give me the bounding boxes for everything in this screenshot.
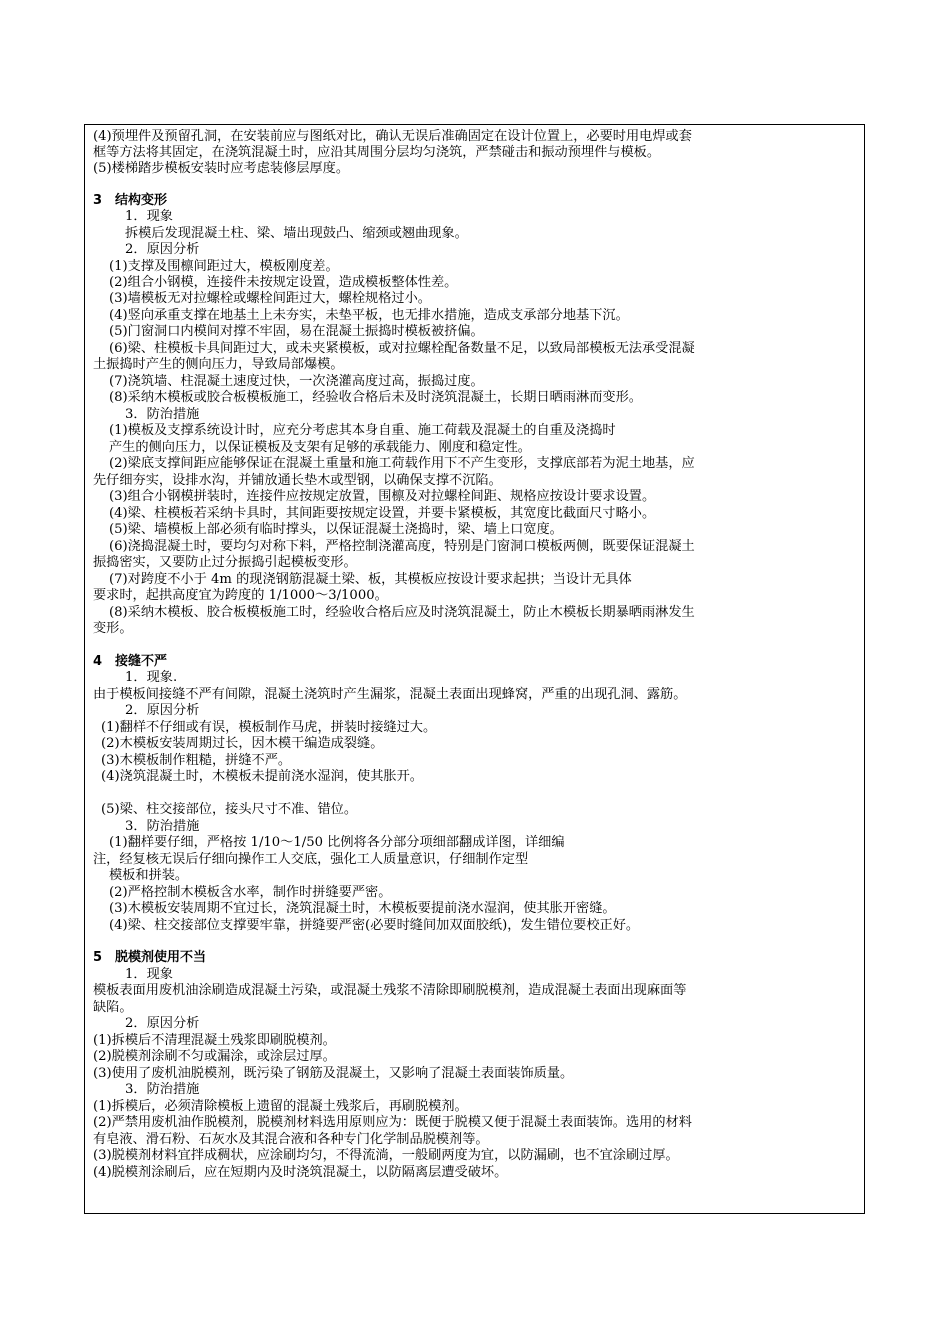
text-line: (1)拆模后不清理混凝土残浆即刷脱模剂。 bbox=[93, 1033, 336, 1048]
text-line: (1)翻样不仔细或有误，模板制作马虎，拼装时接缝过大。 bbox=[101, 720, 437, 735]
text-line: (2)严禁用废机油作脱模剂，脱模剂材料选用原则应为：既便于脱模又便于混凝土表面装饰。选用的材料 bbox=[93, 1115, 692, 1130]
text-line: (2)严格控制木模板含水率，制作时拼缝要严密。 bbox=[109, 885, 392, 900]
text-line: (4)预埋件及预留孔洞，在安装前应与图纸对比，确认无误后准确固定在设计位置上，必要时用电焊或套 bbox=[93, 129, 692, 144]
text-line: 2．原因分析 bbox=[125, 1016, 200, 1031]
text-line: 拆模后发现混凝土柱、梁、墙出现鼓凸、缩颈或翘曲现象。 bbox=[125, 226, 468, 241]
text-line: (6)梁、柱模板卡具间距过大，或未夹紧模板，或对拉螺栓配备数量不足，以致局部模板无法承受混凝 bbox=[109, 341, 695, 356]
text-line: 振捣密实，又要防止过分振捣引起模板变形。 bbox=[93, 555, 357, 570]
text-line: 2．原因分析 bbox=[125, 242, 200, 257]
text-line: 3．防治措施 bbox=[125, 407, 200, 422]
text-line: 1．现象 bbox=[125, 967, 173, 982]
text-line: (3)脱模剂材料宜拌成稠状，应涂刷均匀，不得流淌，一般刷两度为宜，以防漏刷，也不宜涂刷过厚。 bbox=[93, 1148, 679, 1163]
text-line: 由于模板间接缝不严有间隙，混凝土浇筑时产生漏浆，混凝土表面出现蜂窝，严重的出现孔洞、露筋。 bbox=[93, 687, 687, 702]
text-line: 模板表面用废机油涂刷造成混凝土污染，或混凝土残浆不清除即刷脱模剂，造成混凝土表面出现麻面等 bbox=[93, 983, 687, 998]
text-line: (1)翻样要仔细，严格按 1/10～1/50 比例将各分部分项细部翻成详图，详细编 bbox=[109, 835, 565, 850]
text-line: (3)墙模板无对拉螺栓或螺栓间距过大，螺栓规格过小。 bbox=[109, 291, 431, 306]
section-heading: 5 脱模剂使用不当 bbox=[93, 950, 207, 965]
document-frame bbox=[84, 124, 865, 1214]
text-line: (4)梁、柱交接部位支撑要牢靠，拼缝要严密(必要时缝间加双面胶纸)，发生错位要校正好。 bbox=[109, 918, 640, 933]
text-line: (7)对跨度不小于 4m 的现浇钢筋混凝土梁、板，其模板应按设计要求起拱；当设计无具体 bbox=[109, 572, 632, 587]
text-line: (4)脱模剂涂刷后，应在短期内及时浇筑混凝土，以防隔离层遭受破坏。 bbox=[93, 1165, 508, 1180]
text-line: (5)楼梯踏步模板安装时应考虑装修层厚度。 bbox=[93, 161, 350, 176]
text-line: 2．原因分析 bbox=[125, 703, 200, 718]
text-line: 1．现象. bbox=[125, 670, 178, 685]
text-line: (4)浇筑混凝土时，木模板未提前浇水湿润，使其胀开。 bbox=[101, 769, 423, 784]
text-line: 模板和拼装。 bbox=[109, 868, 189, 883]
text-line: (1)支撑及围檩间距过大，模板刚度差。 bbox=[109, 259, 339, 274]
text-line: 有皂液、滑石粉、石灰水及其混合液和各种专门化学制品脱模剂等。 bbox=[93, 1132, 489, 1147]
text-line: 框等方法将其固定，在浇筑混凝土时，应沿其周围分层均匀浇筑，严禁碰击和振动预埋件与模板。 bbox=[93, 145, 661, 160]
text-line: (2)组合小钢模，连接件未按规定设置，造成模板整体性差。 bbox=[109, 275, 458, 290]
text-line: (1)拆模后，必须清除模板上遗留的混凝土残浆后，再刷脱模剂。 bbox=[93, 1099, 468, 1114]
text-line: (5)梁、墙模板上部必须有临时撑头，以保证混凝土浇捣时，梁、墙上口宽度。 bbox=[109, 522, 563, 537]
text-line: (6)浇捣混凝土时，要均匀对称下料，严格控制浇灌高度，特别是门窗洞口模板两侧，既要保证混凝土 bbox=[109, 539, 695, 554]
section-heading: 3 结构变形 bbox=[93, 193, 168, 208]
text-line: 先仔细夯实，设排水沟，并铺放通长垫木或型钢，以确保支撑不沉陷。 bbox=[93, 473, 502, 488]
text-line: 产生的侧向压力，以保证模板及支架有足够的承载能力、刚度和稳定性。 bbox=[109, 440, 531, 455]
text-line: 变形。 bbox=[93, 621, 133, 636]
text-line: 缺陷。 bbox=[93, 1000, 133, 1015]
text-line: (2)脱模剂涂刷不匀或漏涂，或涂层过厚。 bbox=[93, 1049, 336, 1064]
text-line: (2)梁底支撑间距应能够保证在混凝土重量和施工荷载作用下不产生变形，支撑底部若为泥土地基，应 bbox=[109, 456, 695, 471]
text-line: (5)梁、柱交接部位，接头尺寸不准、错位。 bbox=[101, 802, 358, 817]
text-line: (3)木模板制作粗糙，拼缝不严。 bbox=[101, 753, 292, 768]
text-line: 1．现象 bbox=[125, 209, 173, 224]
section-heading: 4 接缝不严 bbox=[93, 654, 168, 669]
text-line: (3)使用了废机油脱模剂，既污染了钢筋及混凝土，又影响了混凝土表面装饰质量。 bbox=[93, 1066, 574, 1081]
text-line: (8)采纳木模板或胶合板模板施工，经验收合格后未及时浇筑混凝土，长期日晒雨淋而变形。 bbox=[109, 390, 642, 405]
text-line: (7)浇筑墙、柱混凝土速度过快，一次浇灌高度过高，振捣过度。 bbox=[109, 374, 484, 389]
text-line: 要求时，起拱高度宜为跨度的 1/1000～3/1000。 bbox=[93, 588, 388, 603]
text-line: (8)采纳木模板、胶合板模板施工时，经验收合格后应及时浇筑混凝土，防止木模板长期暴晒雨淋发生 bbox=[109, 605, 695, 620]
text-line: 3．防治措施 bbox=[125, 1082, 200, 1097]
text-line: (1)模板及支撑系统设计时，应充分考虑其本身自重、施工荷载及混凝土的自重及浇捣时 bbox=[109, 423, 616, 438]
text-line: (4)竖向承重支撑在地基土上未夯实，未垫平板，也无排水措施，造成支承部分地基下沉。 bbox=[109, 308, 629, 323]
text-line: (5)门窗洞口内模间对撑不牢固，易在混凝土振捣时模板被挤偏。 bbox=[109, 324, 484, 339]
text-line: 土振捣时产生的侧向压力，导致局部爆模。 bbox=[93, 357, 344, 372]
text-line: (2)木模板安装周期过长，因木模干编造成裂缝。 bbox=[101, 736, 384, 751]
text-line: 3．防治措施 bbox=[125, 819, 200, 834]
text-line: 注，经复核无误后仔细向操作工人交底，强化工人质量意识，仔细制作定型 bbox=[93, 852, 529, 867]
text-line: (4)梁、柱模板若采纳卡具时，其间距要按规定设置，并要卡紧模板，其宽度比截面尺寸略小。 bbox=[109, 506, 656, 521]
text-line: (3)组合小钢模拼装时，连接件应按规定放置，围檩及对拉螺栓间距、规格应按设计要求设置。 bbox=[109, 489, 656, 504]
text-line: (3)木模板安装周期不宜过长，浇筑混凝土时，木模板要提前浇水湿润，使其胀开密缝。 bbox=[109, 901, 616, 916]
